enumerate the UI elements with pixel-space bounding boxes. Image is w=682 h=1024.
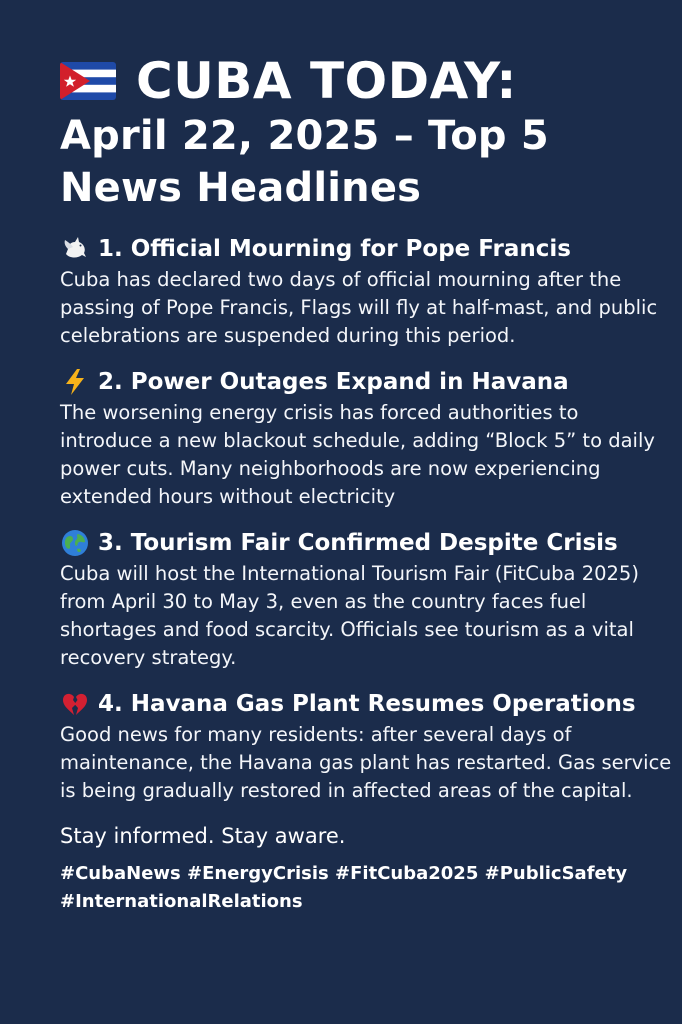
news-body: Cuba has declared two days of official mourning after the passing of Pope Francis, Flags will fly at half-mast, and public celebrations are suspended during this period. bbox=[60, 268, 658, 347]
lightning-icon bbox=[60, 367, 90, 397]
page-title bbox=[60, 52, 662, 110]
news-headline bbox=[60, 687, 662, 721]
broken-heart-icon bbox=[60, 689, 90, 719]
title-subtitle: News Headlines bbox=[60, 165, 422, 211]
headline-text: 1. Official Mourning for Pope Francis bbox=[98, 236, 571, 262]
news-item bbox=[60, 232, 662, 350]
tagline: Stay informed. Stay aware. bbox=[60, 824, 346, 848]
headline-text: 3. Tourism Fair Confirmed Despite Crisis bbox=[98, 530, 618, 556]
news-body: The worsening energy crisis has forced authorities to introduce a new blackout schedule, adding “Block 5” to daily power cuts. Many neighborhoods are now experiencing extended hours without electricity bbox=[60, 401, 655, 508]
hashtags: #CubaNews #EnergyCrisis #FitCuba2025 #PublicSafety #InternationalRelations bbox=[60, 863, 628, 912]
headline-text: 2. Power Outages Expand in Havana bbox=[98, 369, 569, 395]
news-headline bbox=[60, 232, 662, 266]
news-item bbox=[60, 365, 662, 511]
dove-icon bbox=[60, 234, 90, 264]
globe-icon bbox=[60, 528, 90, 558]
news-headline bbox=[60, 526, 662, 560]
news-item bbox=[60, 687, 672, 805]
title-date: April 22, 2025 – Top 5 bbox=[60, 113, 549, 159]
news-headline bbox=[60, 365, 662, 399]
news-body: Good news for many residents: after several days of maintenance, the Havana gas plant has restarted. Gas service is being gradually restored in affected areas of the capital. bbox=[60, 723, 672, 802]
headline-text: 4. Havana Gas Plant Resumes Operations bbox=[98, 691, 636, 717]
news-body: Cuba will host the International Tourism Fair (FitCuba 2025) from April 30 to May 3, even as the country faces fuel shortages and food scarcity. Officials see tourism as a vital recovery strategy. bbox=[60, 562, 639, 669]
news-item bbox=[60, 526, 662, 672]
title-text: CUBA TODAY: bbox=[136, 52, 517, 110]
cuba-flag-icon bbox=[60, 62, 116, 100]
news-list bbox=[60, 232, 672, 805]
